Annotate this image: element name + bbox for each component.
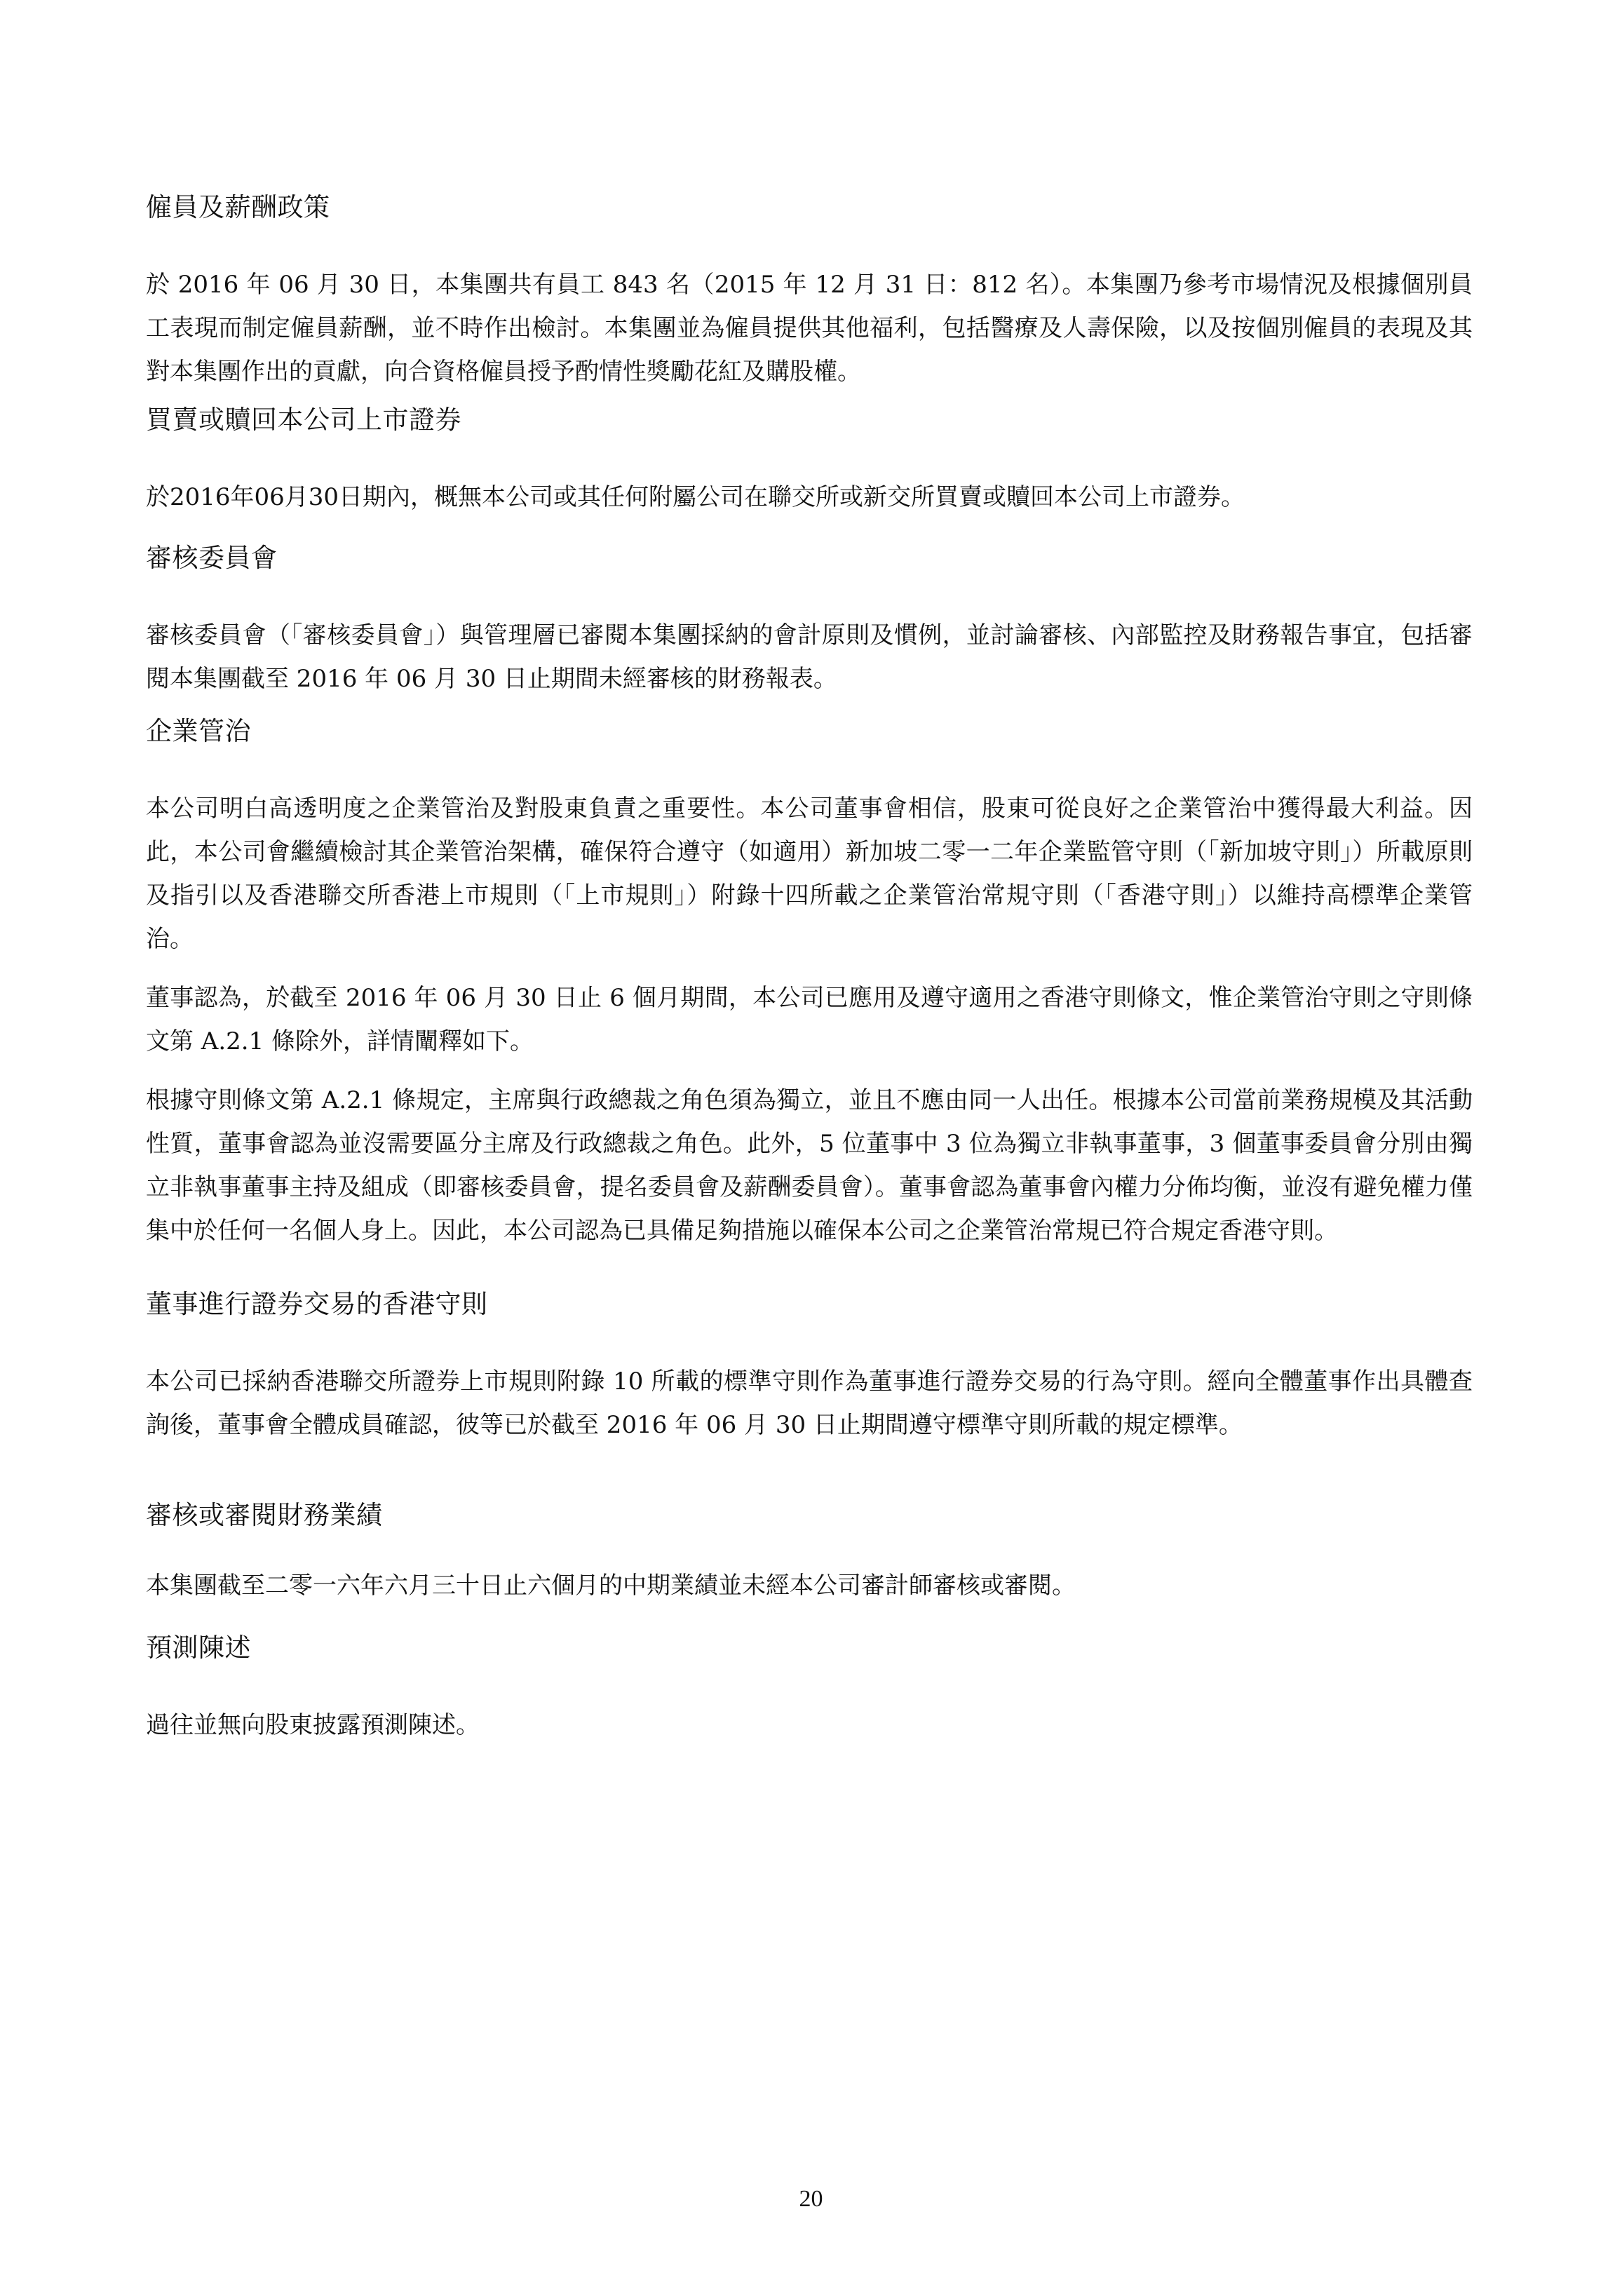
section-employees — [146, 191, 1473, 393]
section-paragraph: 本公司已採納香港聯交所證券上市規則附錄 10 所載的標準守則作為董事進行證券交易的行為守則。經向全體董事作出具體查詢後，董事會全體成員確認，彼等已於截至 2016 年 06 月 30 日止期間遵守標準守則所載的規定標準。 — [146, 1368, 1473, 1439]
page-number: 20 — [799, 2186, 823, 2212]
section-heading: 僱員及薪酬政策 — [146, 192, 330, 222]
section-review-results — [146, 1499, 1473, 1607]
section-heading: 買賣或贖回本公司上市證券 — [146, 405, 461, 435]
section-heading: 預測陳述 — [146, 1633, 251, 1663]
section-forecast — [146, 1631, 1473, 1747]
section-model-code — [146, 1288, 1473, 1447]
section-paragraph: 根據守則條文第 A.2.1 條規定，主席與行政總裁之角色須為獨立，並且不應由同一人出任。根據本公司當前業務規模及其活動性質，董事會認為並沒需要區分主席及行政總裁之角色。此外，5 位董事中 3 位為獨立非執事董事，3 個董事委員會分別由獨立非執事董事主持及組成（即審核委員會，提名委員會及薪酬委員會）。董事會認為董事會內權力分佈均衡，並沒有避免權力僅集中於任何一名個人身上。因此，本公司認為已具備足夠措施以確保本公司之企業管治常規已符合規定香港守則。 — [146, 1086, 1473, 1245]
section-paragraph: 本集團截至二零一六年六月三十日止六個月的中期業績並未經本公司審計師審核或審閱。 — [146, 1572, 1076, 1600]
section-repurchase — [146, 403, 1473, 519]
section-paragraph: 本公司明白高透明度之企業管治及對股東負責之重要性。本公司董事會相信，股東可從良好之企業管治中獲得最大利益。因此，本公司會繼續檢討其企業管治架構，確保符合遵守（如適用）新加坡二零一二年企業監管守則（「新加坡守則」）所載原則及指引以及香港聯交所香港上市規則（「上市規則」）附錄十四所載之企業管治常規守則（「香港守則」）以維持高標準企業管治。 — [146, 795, 1473, 953]
section-paragraph: 審核委員會（「審核委員會」）與管理層已審閱本集團採納的會計原則及慣例，並討論審核、內部監控及財務報告事宜，包括審閱本集團截至 2016 年 06 月 30 日止期間未經審核的財務報表。 — [146, 621, 1473, 693]
section-heading: 企業管治 — [146, 716, 251, 746]
section-heading: 審核或審閱財務業績 — [146, 1500, 383, 1530]
section-heading: 董事進行證券交易的香港守則 — [146, 1289, 488, 1319]
section-paragraph: 過往並無向股東披露預測陳述。 — [146, 1711, 480, 1739]
section-heading: 審核委員會 — [146, 543, 278, 573]
section-paragraph: 於2016年06月30日期內，概無本公司或其任何附屬公司在聯交所或新交所買賣或贖回本公司上市證券。 — [146, 483, 1245, 511]
section-paragraph: 於 2016 年 06 月 30 日，本集團共有員工 843 名（2015 年 12 月 31 日：812 名）。本集團乃參考市場情況及根據個別員工表現而制定僱員薪酬，並不時作出檢討。本集團並為僱員提供其他福利，包括醫療及人壽保險，以及按個別僱員的表現及其對本集團作出的貢獻，向合資格僱員授予酌情性獎勵花紅及購股權。 — [146, 271, 1473, 386]
section-corporate-governance — [146, 715, 1473, 1252]
section-paragraph: 董事認為，於截至 2016 年 06 月 30 日止 6 個月期間，本公司已應用及遵守適用之香港守則條文，惟企業管治守則之守則條文第 A.2.1 條除外，詳情闡釋如下。 — [146, 984, 1473, 1055]
section-audit-committee — [146, 541, 1473, 701]
